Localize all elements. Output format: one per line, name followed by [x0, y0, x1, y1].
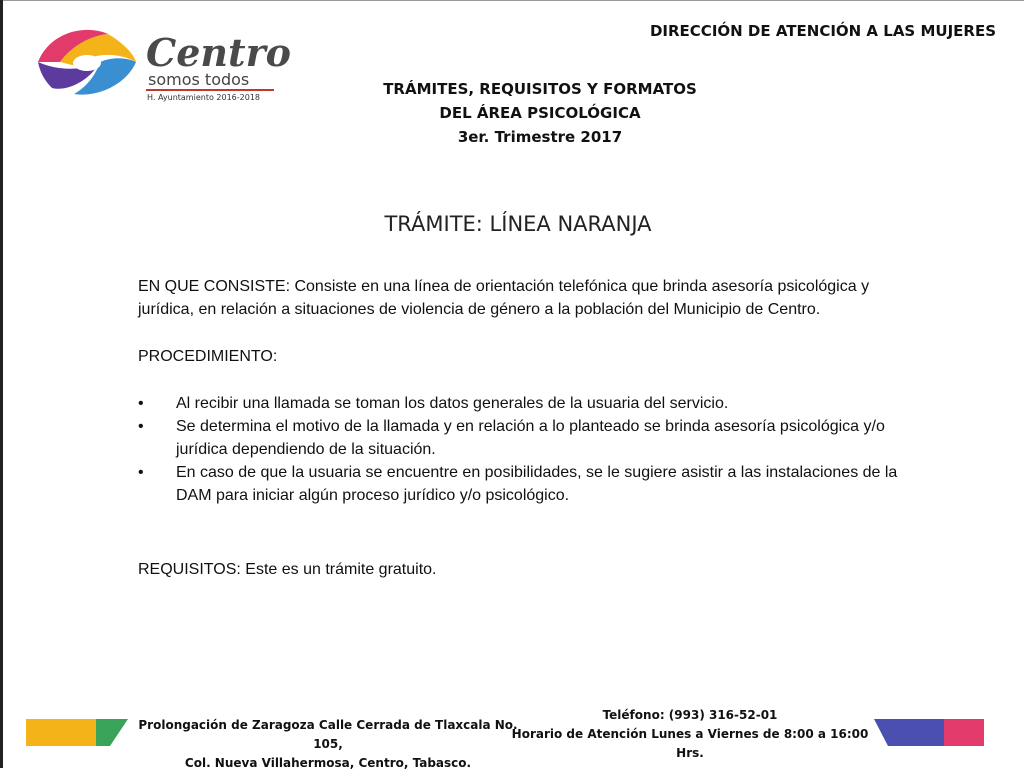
logo-tagline: somos todos: [148, 70, 250, 89]
requirements: REQUISITOS: Este es un trámite gratuito.: [138, 561, 437, 578]
list-item: [138, 392, 908, 415]
department-title: DIRECCIÓN DE ATENCIÓN A LAS MUJERES: [649, 22, 996, 40]
page-border-left: [0, 0, 3, 768]
header-line-1: TRÁMITES, REQUISITOS Y FORMATOS: [383, 80, 697, 98]
address-line-2: Col. Nueva Villahermosa, Centro, Tabasco.: [184, 756, 472, 770]
bullet-icon: •: [138, 418, 144, 435]
step-text: Al recibir una llamada se toman los datos generales de la usuaria del servicio.: [176, 395, 729, 412]
list-item: [138, 461, 908, 507]
footer-color-bar-left: [26, 719, 128, 746]
bullet-icon: •: [138, 395, 144, 412]
logo-wordmark: Centro: [146, 30, 291, 75]
procedure-steps: [138, 392, 908, 507]
footer-contact: [510, 706, 870, 763]
phone-number: Teléfono: (993) 316-52-01: [602, 708, 778, 722]
document-header: [340, 77, 740, 149]
step-text: Se determina el motivo de la llamada y en relación a lo planteado se brinda asesoría psicológica y/o jurídica dependiendo de la situación.: [176, 418, 885, 458]
office-hours: Horario de Atención Lunes a Viernes de 8:00 a 16:00 Hrs.: [511, 727, 869, 760]
footer-address: [138, 716, 518, 773]
procedure-title: TRÁMITE: LÍNEA NARANJA: [384, 212, 652, 236]
footer-color-bar-right: [874, 719, 984, 746]
logo-administration: H. Ayuntamiento 2016-2018: [147, 93, 260, 102]
header-line-2: DEL ÁREA PSICOLÓGICA: [439, 104, 641, 122]
bullet-icon: •: [138, 464, 144, 481]
page-border-top: [0, 0, 1024, 1]
header-line-3: 3er. Trimestre 2017: [457, 128, 623, 146]
step-text: En caso de que la usuaria se encuentre en posibilidades, se le sugiere asistir a las instalaciones de la DAM para iniciar algún proceso jurídico y/o psicológico.: [176, 464, 898, 504]
centro-logo-icon: [30, 22, 140, 102]
procedure-description: EN QUE CONSISTE: Consiste en una línea de orientación telefónica que brinda asesoría psicológica y jurídica, en relación a situaciones de violencia de género a la población del Municipio de Centro.: [138, 278, 870, 318]
procedure-label: PROCEDIMIENTO:: [138, 348, 278, 365]
centro-logo: [30, 22, 290, 107]
logo-rule: [146, 89, 274, 91]
address-line-1: Prolongación de Zaragoza Calle Cerrada de Tlaxcala No. 105,: [138, 718, 518, 751]
list-item: [138, 415, 908, 461]
